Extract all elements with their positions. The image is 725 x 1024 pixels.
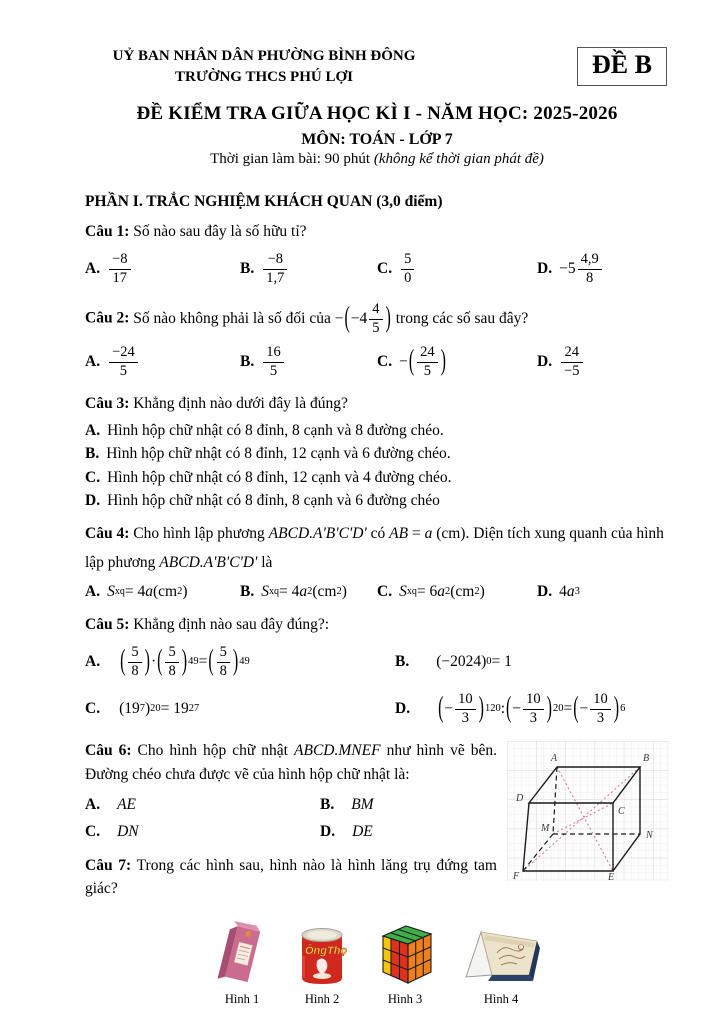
exam-code-box: ĐỀ B [577,47,667,86]
q3-option-b: B. Hình hộp chữ nhật có 8 đỉnh, 12 cạnh và 6 đường chéo. [85,445,451,462]
q4-text: Cho hình lập phương ABCD.A'B'C'D' có AB = a (cm). Diện tích xung quanh của hình lập phương ABCD.A'B'C'D' là [85,525,664,572]
q3-option-c: C. Hình hộp chữ nhật có 8 đỉnh, 12 cạnh và 4 đường chéo. [85,468,452,486]
q4-option-c: C. S xq = 6 a 2 (cm 2 ) [377,582,485,600]
q5-option-c: C. (19 7 ) 20 = 19 27 [85,700,200,718]
question-5 [85,613,669,731]
svg-text:E: E [608,872,615,882]
q7-images-row [85,919,669,1007]
q3-option-d: D. Hình hộp chữ nhật có 8 đỉnh, 8 cạnh và 6 đường chéo [85,492,440,509]
q1-option-a: A. −8 17 [85,252,240,286]
q1-option-d: D. −5 4,9 8 [537,252,604,286]
q6-option-b: B. BM [320,795,374,813]
q7-number: Câu 7: [85,856,132,874]
duration-line: Thời gian làm bài: 90 phút (không kể thời gian phát đề) [210,150,544,167]
q6-option-a: A. AE [85,795,137,813]
figure-2-caption: Hình 2 [304,991,340,1006]
q4-option-a: A. S xq = 4 a (cm 2 ) [85,582,188,600]
pink-box-image [213,921,271,987]
question-1 [85,220,669,291]
q2-option-a: A. −24 5 [85,345,240,379]
q2-option-d: D. 24 −5 [537,345,585,379]
q6-text: Cho hình hộp chữ nhật ABCD.MNEF như hình vẽ bên. Đường chéo chưa được vẽ của hình hộp chữ nhật là: [85,742,497,783]
duration-note: (không kể thời gian phát đề) [373,150,544,167]
exam-title: ĐỀ KIỂM TRA GIỮA HỌC KÌ I - NĂM HỌC: 2025-2026 [136,102,618,124]
desk-calendar-image [461,923,541,987]
rubik-cube-image [373,919,437,987]
svg-text:F: F [513,871,520,882]
cuboid-figure [507,741,669,881]
question-2 [85,302,669,383]
q4-option-b: B. S xq = 4 a 2 (cm 2 ) [240,582,347,600]
svg-text:B: B [643,753,650,765]
q1-option-c: C. 5 0 [377,252,537,286]
subject-line: MÔN: TOÁN - LỚP 7 [301,130,453,148]
q7-figure-3 [373,919,437,1007]
svg-text:A: A [551,753,558,765]
q2-number: Câu 2: [85,309,130,327]
header [85,46,669,89]
q3-text: Khẳng định nào dưới đây là đúng? [133,395,348,413]
svg-text:N: N [646,830,653,842]
q5-number: Câu 5: [85,615,130,633]
q3-option-a: A. Hình hộp chữ nhật có 8 đỉnh, 8 cạnh và 8 đường chéo. [85,421,444,439]
q7-figure-2 [295,923,349,1007]
q7-figure-1 [213,921,271,1007]
figure-1-caption: Hình 1 [224,991,260,1006]
q5-option-a: A. ( 5 8 ) · ( 5 8 ) 49 = ( 5 8 ) 49 [85,644,250,679]
q5-option-d: D. ( − 10 3 ) 120 : ( − 10 3 ) 20 = ( − 10 3 ) 6 [395,691,626,726]
q6-option-d: D. DE [320,822,373,840]
question-4 [85,519,669,601]
q1-text: Số nào sau đây là số hữu tỉ? [133,222,307,240]
q2-option-c: C. − ( 24 5 ) [377,344,446,379]
q3-number: Câu 3: [85,395,130,413]
q5-text: Khẳng định nào sau đây đúng?: [133,615,330,633]
q6-number: Câu 6: [85,742,132,760]
q2-text: Số nào không phải là số đối của −(−4 $\frac{4}{5}$ ) trong các số sau đây? [133,301,529,336]
figure-3-caption: Hình 3 [387,991,423,1006]
q4-option-d: D. 4 a 3 [537,582,580,600]
svg-text:ÔngThọ: ÔngThọ [305,944,348,957]
q1-number: Câu 1: [85,222,130,240]
q6-option-c: C. DN [85,822,139,840]
q7-text: Trong các hình sau, hình nào là hình lăng trụ đứng tam giác? [85,856,497,898]
svg-text:C: C [618,806,625,818]
q5-option-b: B. (−2024) 0 = 1 [395,653,512,671]
q2-option-b: B. 16 5 [240,345,377,379]
question-3 [85,392,669,510]
q1-option-b: B. −8 1,7 [240,252,377,286]
q4-number: Câu 4: [85,525,130,542]
q7-figure-4 [461,923,541,1007]
part1-heading: PHẦN I. TRẮC NGHIỆM KHÁCH QUAN (3,0 điểm) [85,192,443,210]
org-line-2: TRƯỜNG THCS PHÚ LỢI [175,69,353,86]
svg-text:M: M [541,823,550,835]
milk-can-image [295,923,349,987]
question-6-7-block [85,739,669,900]
org-line-1: UỶ BAN NHÂN DÂN PHƯỜNG BÌNH ĐÔNG [112,48,416,64]
figure-4-caption: Hình 4 [483,991,519,1006]
svg-text:D: D [516,793,524,805]
